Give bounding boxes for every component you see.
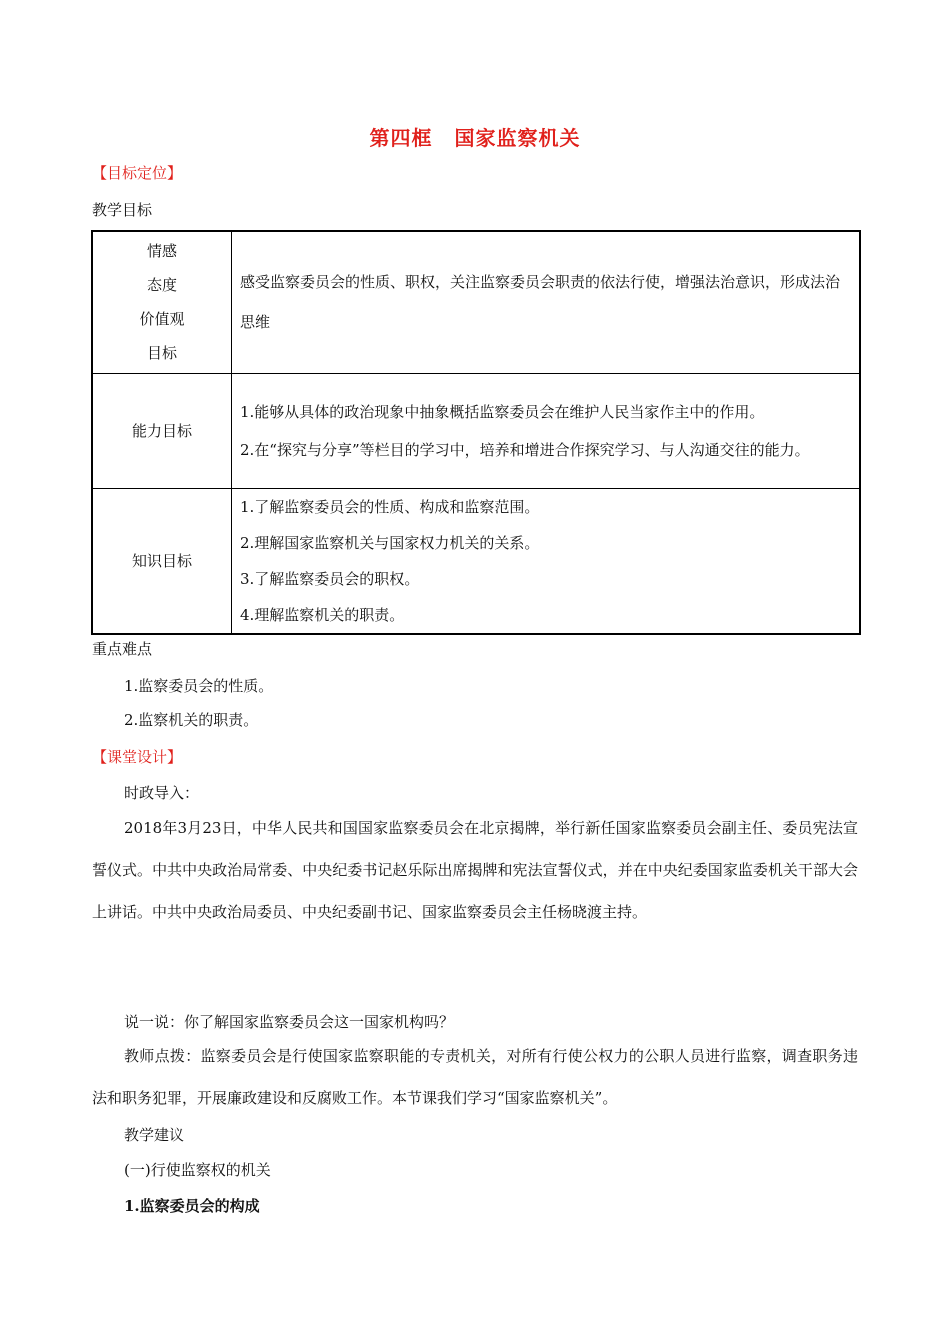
goal-content-knowledge bbox=[232, 488, 861, 634]
goal-label-ability: 能力目标 bbox=[92, 373, 232, 488]
list-item: 4.理解监察机关的职责。 bbox=[240, 605, 405, 624]
intro-label: 时政导入： bbox=[124, 784, 200, 802]
goals-table bbox=[91, 230, 861, 635]
section-heading-class: 【课堂设计】 bbox=[92, 748, 183, 766]
list-item: 2.理解国家监察机关与国家权力机关的关系。 bbox=[240, 533, 540, 552]
label-line: 目标 bbox=[146, 344, 177, 363]
key-point-item: 1.监察委员会的性质。 bbox=[124, 677, 274, 695]
list-item: 2.在“探究与分享”等栏目的学习中，培养和增进合作探究学习、与人沟通交往的能力。 bbox=[240, 440, 810, 459]
goal-content-emotion bbox=[232, 231, 861, 373]
teaching-goals-label: 教学目标 bbox=[92, 201, 153, 219]
say-line: 说一说：你了解国家监察委员会这一国家机构吗？ bbox=[124, 1013, 455, 1031]
title-part-2: 国家监察机关 bbox=[454, 126, 581, 150]
intro-paragraph: 2018年3月23日，中华人民共和国国家监察委员会在北京揭牌，举行新任国家监察委员会副主任、委员宪法宣誓仪式。中共中央政治局常委、中央纪委书记赵乐际出席揭牌和宪法宣誓仪式，并在中央纪委国家监委机关干部大会上讲话。中共中央政治局委员、中央纪委副书记、国家监察委员会主任杨晓渡主持。 bbox=[92, 819, 858, 921]
key-points-label: 重点难点 bbox=[92, 640, 153, 658]
goal-text: 感受监察委员会的性质、职权，关注监察委员会职责的依法行使，增强法治意识，形成法治思维 bbox=[240, 273, 841, 332]
list-item: 1.了解监察委员会的性质、构成和监察范围。 bbox=[240, 497, 540, 516]
goal-label-knowledge: 知识目标 bbox=[92, 488, 232, 634]
title-part-1: 第四框 bbox=[369, 126, 433, 150]
subsection-heading: (一)行使监察权的机关 bbox=[124, 1161, 271, 1179]
list-item: 3.了解监察委员会的职权。 bbox=[240, 569, 420, 588]
label-line: 情感 bbox=[146, 242, 177, 261]
list-item: 1.能够从具体的政治现象中抽象概括监察委员会在维护人民当家作主中的作用。 bbox=[240, 402, 765, 421]
table-row bbox=[92, 231, 860, 373]
subheading: 1.监察委员会的构成 bbox=[124, 1197, 260, 1215]
page-title bbox=[0, 122, 950, 151]
key-point-item: 2.监察机关的职责。 bbox=[124, 711, 259, 729]
goal-label-emotion bbox=[92, 231, 232, 373]
teaching-suggestion: 教学建议 bbox=[124, 1126, 185, 1144]
goal-content-ability bbox=[232, 373, 861, 488]
table-row bbox=[92, 488, 860, 634]
teacher-paragraph: 教师点拨：监察委员会是行使国家监察职能的专责机关，对所有行使公权力的公职人员进行监察，调查职务违法和职务犯罪，开展廉政建设和反腐败工作。本节课我们学习“国家监察机关”。 bbox=[92, 1047, 858, 1107]
section-heading-target: 【目标定位】 bbox=[92, 164, 183, 182]
label-line: 价值观 bbox=[139, 310, 185, 329]
table-row bbox=[92, 373, 860, 488]
label-line: 态度 bbox=[146, 276, 177, 295]
